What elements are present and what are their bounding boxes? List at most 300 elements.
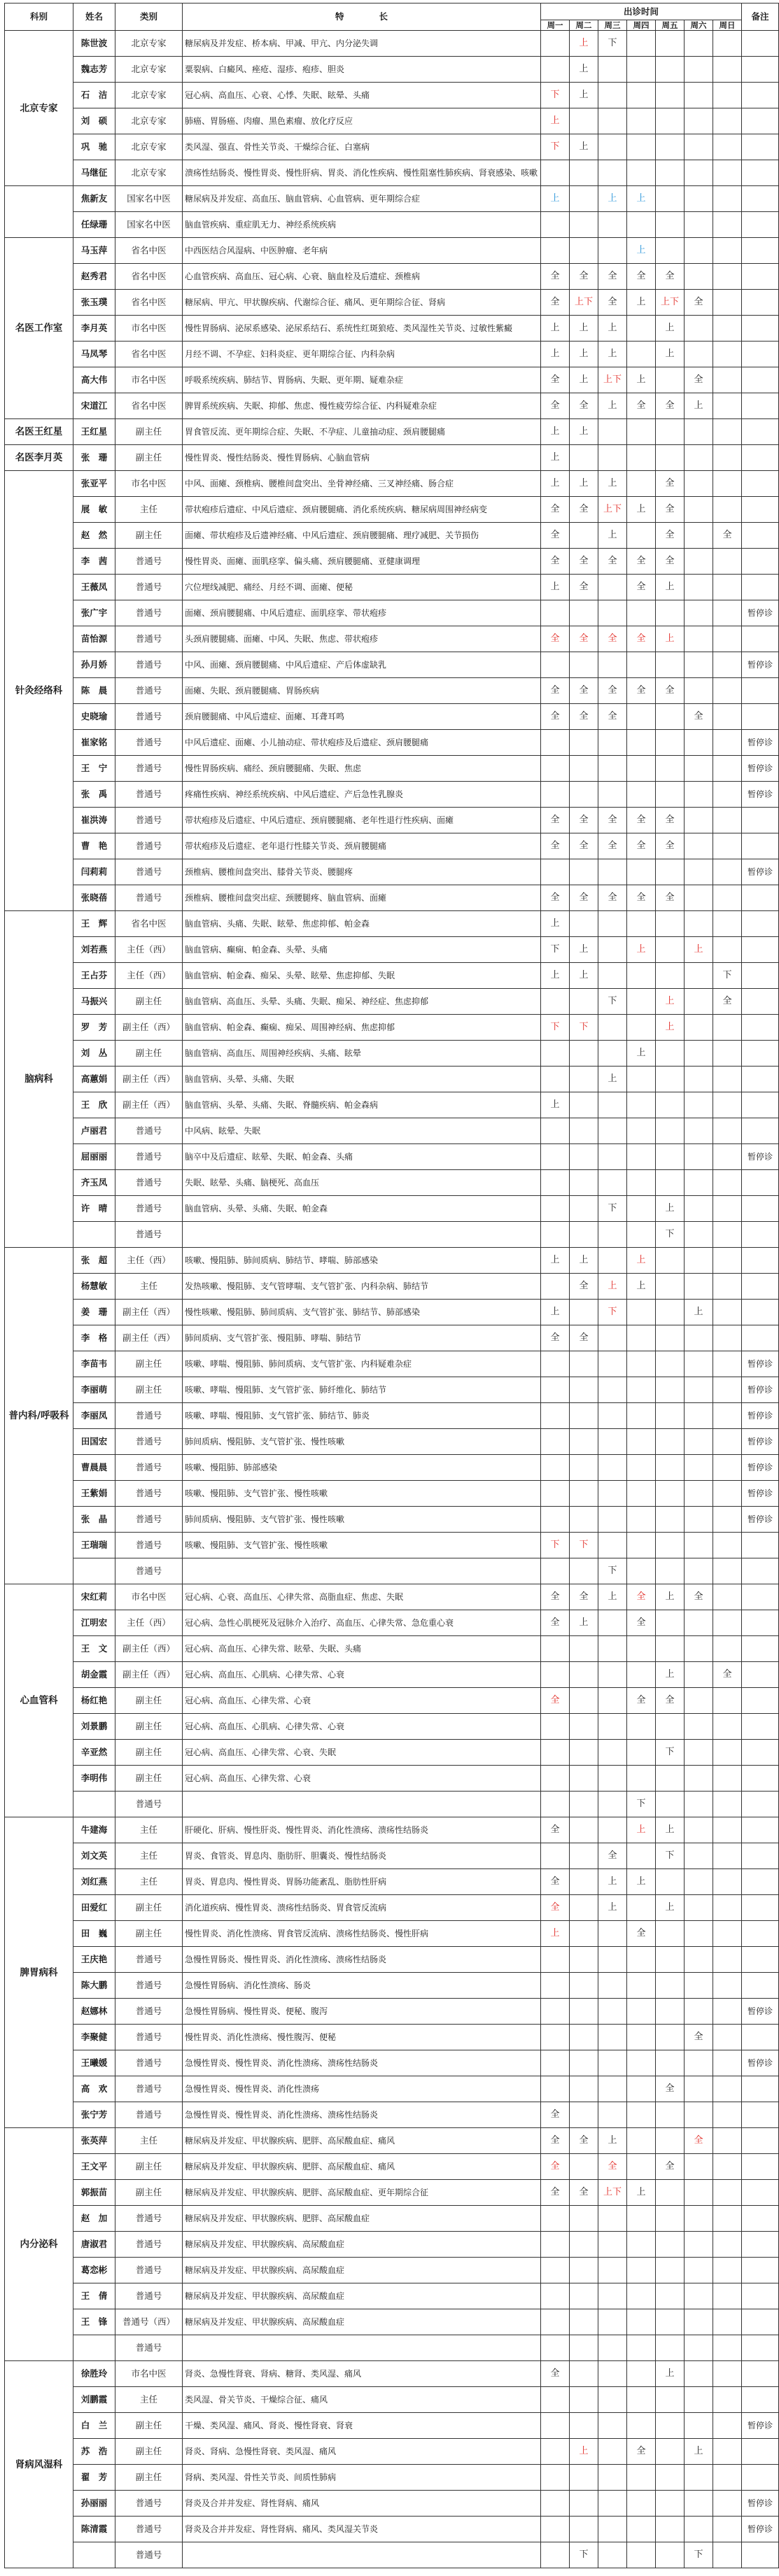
remark-cell: 暂停诊: [742, 1507, 779, 1533]
doctor-specialty: 肺间质病、慢阻肺、支气管扩张、慢性咳嗽: [183, 1507, 541, 1533]
doctor-category: 普通号: [115, 1533, 183, 1558]
remark-cell: [742, 1817, 779, 1843]
schedule-cell-day-3: [598, 2465, 627, 2491]
schedule-cell-day-2: [570, 1688, 598, 1714]
schedule-cell-day-7: [713, 549, 742, 575]
doctor-specialty: 慢性胃炎、面瘫、面肌痉挛、偏头痛、颈肩腰腿痛、亚健康调理: [183, 549, 541, 575]
doctor-name: 宋红莉: [73, 1584, 115, 1610]
schedule-cell-day-2: 全: [570, 885, 598, 911]
schedule-cell-day-4: [627, 1429, 656, 1455]
schedule-cell-day-3: [598, 2491, 627, 2517]
schedule-cell-day-4: [627, 1092, 656, 1118]
remark-cell: [742, 316, 779, 342]
schedule-cell-day-4: [627, 83, 656, 108]
schedule-cell-day-7: [713, 1714, 742, 1740]
schedule-cell-day-7: [713, 2102, 742, 2128]
schedule-cell-day-7: [713, 1403, 742, 1429]
doctor-specialty: 脑血管病、高血压、周围神经疾病、头痛、眩晕: [183, 1041, 541, 1067]
schedule-cell-day-6: [685, 238, 713, 264]
schedule-cell-day-3: [598, 2413, 627, 2439]
doctor-name: 徐胜玲: [73, 2361, 115, 2387]
remark-cell: [742, 2076, 779, 2102]
table-row: [5, 1973, 779, 1999]
schedule-cell-day-1: 上: [541, 963, 570, 989]
schedule-cell-day-5: [656, 1947, 685, 1973]
doctor-category: 主任（西）: [115, 937, 183, 963]
doctor-name: 姜 珊: [73, 1300, 115, 1325]
remark-cell: [742, 937, 779, 963]
schedule-cell-day-3: [598, 1041, 627, 1067]
doctor-category: 主任: [115, 1869, 183, 1895]
schedule-cell-day-1: [541, 1403, 570, 1429]
schedule-cell-day-7: [713, 2050, 742, 2076]
schedule-cell-day-3: [598, 2076, 627, 2102]
doctor-name: 田国宏: [73, 1429, 115, 1455]
schedule-cell-day-5: [656, 937, 685, 963]
schedule-cell-day-2: [570, 2361, 598, 2387]
remark-cell: [742, 445, 779, 471]
schedule-cell-day-7: [713, 1999, 742, 2025]
doctor-name: 田爱红: [73, 1895, 115, 1921]
doctor-name: [73, 1792, 115, 1817]
schedule-cell-day-6: [685, 1067, 713, 1092]
doctor-category: 普通号: [115, 2491, 183, 2517]
schedule-cell-day-3: [598, 1325, 627, 1351]
table-row: [5, 160, 779, 186]
remark-cell: [742, 1170, 779, 1196]
doctor-name: 王 锋: [73, 2309, 115, 2335]
schedule-cell-day-6: [685, 57, 713, 83]
schedule-cell-day-3: [598, 1248, 627, 1274]
table-row: [5, 937, 779, 963]
schedule-cell-day-6: [685, 1843, 713, 1869]
schedule-cell-day-5: [656, 445, 685, 471]
schedule-cell-day-6: [685, 833, 713, 859]
schedule-cell-day-1: 全: [541, 1584, 570, 1610]
schedule-cell-day-7: [713, 937, 742, 963]
schedule-cell-day-2: [570, 1377, 598, 1403]
schedule-cell-day-6: [685, 2335, 713, 2361]
schedule-cell-day-7: [713, 290, 742, 316]
doctor-category: 国家名中医: [115, 212, 183, 238]
doctor-specialty: [183, 1222, 541, 1248]
schedule-cell-day-7: [713, 1817, 742, 1843]
doctor-specialty: 类风湿、强直、骨性关节炎、干燥综合征、白塞病: [183, 134, 541, 160]
table-row: [5, 523, 779, 549]
remark-cell: 暂停诊: [742, 1429, 779, 1455]
schedule-cell-day-6: [685, 1973, 713, 1999]
table-row: [5, 31, 779, 57]
doctor-category: 普通号: [115, 1792, 183, 1817]
remark-cell: [742, 989, 779, 1015]
schedule-cell-day-1: [541, 1766, 570, 1792]
schedule-cell-day-6: [685, 808, 713, 833]
remark-cell: [742, 2128, 779, 2154]
schedule-cell-day-5: [656, 600, 685, 626]
schedule-cell-day-1: 下: [541, 83, 570, 108]
schedule-cell-day-6: 上: [685, 1300, 713, 1325]
table-row: [5, 1507, 779, 1533]
schedule-cell-day-5: 全: [656, 885, 685, 911]
dept-cell: 心血管科: [5, 1584, 73, 1817]
schedule-cell-day-2: 全: [570, 833, 598, 859]
table-row: [5, 626, 779, 652]
doctor-name: 王占芬: [73, 963, 115, 989]
doctor-category: 普通号: [115, 2517, 183, 2542]
schedule-cell-day-3: [598, 212, 627, 238]
doctor-specialty: 冠心病、高血压、心律失常、眩晕、失眠、头痛: [183, 1636, 541, 1662]
schedule-cell-day-6: [685, 1092, 713, 1118]
schedule-cell-day-3: 下: [598, 1196, 627, 1222]
doctor-category: 普通号: [115, 833, 183, 859]
doctor-name: 王 倩: [73, 2283, 115, 2309]
schedule-cell-day-3: [598, 1015, 627, 1041]
schedule-cell-day-7: [713, 782, 742, 808]
schedule-cell-day-2: [570, 2465, 598, 2491]
remark-cell: [742, 1558, 779, 1584]
schedule-cell-day-7: [713, 2542, 742, 2568]
schedule-cell-day-4: [627, 730, 656, 756]
schedule-cell-day-7: [713, 833, 742, 859]
schedule-cell-day-6: [685, 1947, 713, 1973]
doctor-specialty: 疼痛性疾病、神经系统疾病、中风后遗症、产后急性乳腺炎: [183, 782, 541, 808]
schedule-cell-day-7: [713, 264, 742, 290]
schedule-cell-day-7: [713, 238, 742, 264]
doctor-category: 副主任: [115, 1041, 183, 1067]
doctor-category: 普通号: [115, 549, 183, 575]
doctor-specialty: 面瘫、带状疱疹及后遗神经痛、中风后遗症、颈肩腰腿痛、理疗减肥、关节损伤: [183, 523, 541, 549]
table-row: [5, 2050, 779, 2076]
remark-cell: [742, 2335, 779, 2361]
schedule-cell-day-3: [598, 57, 627, 83]
schedule-cell-day-5: [656, 782, 685, 808]
schedule-cell-day-3: [598, 2542, 627, 2568]
doctor-category: 副主任: [115, 1351, 183, 1377]
schedule-cell-day-5: 上: [656, 1662, 685, 1688]
doctor-specialty: 中西医结合风湿病、中医肿瘤、老年病: [183, 238, 541, 264]
schedule-cell-day-5: [656, 2439, 685, 2465]
doctor-category: 主任: [115, 1817, 183, 1843]
doctor-specialty: 糖尿病及并发症、甲状腺疾病、高尿酸血症: [183, 2309, 541, 2335]
doctor-specialty: 发热咳嗽、慢阻肺、支气管哮喘、支气管扩张、内科杂病、肺结节: [183, 1274, 541, 1300]
schedule-cell-day-6: [685, 2413, 713, 2439]
schedule-cell-day-6: [685, 186, 713, 212]
schedule-cell-day-5: [656, 160, 685, 186]
doctor-name: 崔洪涛: [73, 808, 115, 833]
doctor-category: 北京专家: [115, 57, 183, 83]
schedule-cell-day-6: [685, 1144, 713, 1170]
schedule-cell-day-3: [598, 1507, 627, 1533]
schedule-cell-day-2: [570, 2232, 598, 2258]
schedule-cell-day-2: [570, 600, 598, 626]
table-row: [5, 1662, 779, 1688]
doctor-name: 王瑞瑞: [73, 1533, 115, 1558]
doctor-category: 副主任: [115, 989, 183, 1015]
doctor-specialty: 慢性咳嗽、慢阻肺、肺间质病、支气管扩张、肺结节、肺部感染: [183, 1300, 541, 1325]
schedule-cell-day-2: [570, 911, 598, 937]
table-row: [5, 2232, 779, 2258]
remark-cell: [742, 1041, 779, 1067]
schedule-cell-day-2: [570, 859, 598, 885]
schedule-cell-day-6: [685, 2180, 713, 2206]
schedule-cell-day-1: 上: [541, 186, 570, 212]
schedule-cell-day-2: [570, 1170, 598, 1196]
dept-cell: 针灸经络科: [5, 471, 73, 911]
table-row: [5, 471, 779, 497]
table-row: [5, 2206, 779, 2232]
table-row: [5, 2180, 779, 2206]
remark-cell: 暂停诊: [742, 2517, 779, 2542]
schedule-cell-day-6: [685, 1688, 713, 1714]
doctor-category: 国家名中医: [115, 186, 183, 212]
schedule-cell-day-1: 下: [541, 1015, 570, 1041]
schedule-cell-day-1: 全: [541, 393, 570, 419]
table-row: [5, 704, 779, 730]
doctor-category: 省名中医: [115, 264, 183, 290]
doctor-category: 普通号: [115, 2258, 183, 2283]
schedule-cell-day-1: 全: [541, 833, 570, 859]
doctor-name: 张玉璞: [73, 290, 115, 316]
doctor-name: 闫莉莉: [73, 859, 115, 885]
doctor-specialty: 颈椎病、腰椎间盘突出、膝骨关节炎、腰腿疼: [183, 859, 541, 885]
schedule-cell-day-2: [570, 1222, 598, 1248]
weekday-5: 周五: [656, 20, 685, 31]
table-row: [5, 497, 779, 523]
remark-cell: [742, 1067, 779, 1092]
schedule-cell-day-5: 上: [656, 342, 685, 367]
doctor-category: 市名中医: [115, 2361, 183, 2387]
schedule-cell-day-6: [685, 782, 713, 808]
schedule-cell-day-3: [598, 2309, 627, 2335]
schedule-cell-day-3: [598, 1429, 627, 1455]
schedule-cell-day-1: [541, 1481, 570, 1507]
doctor-specialty: 脑血管病、帕金森、痴呆、头晕、眩晕、焦虑抑郁、失眠: [183, 963, 541, 989]
schedule-cell-day-2: [570, 652, 598, 678]
schedule-cell-day-5: 上: [656, 989, 685, 1015]
remark-cell: [742, 1973, 779, 1999]
schedule-cell-day-7: [713, 316, 742, 342]
schedule-cell-day-6: [685, 885, 713, 911]
schedule-cell-day-4: 全: [627, 549, 656, 575]
remark-cell: [742, 2387, 779, 2413]
schedule-cell-day-6: [685, 1533, 713, 1558]
schedule-cell-day-5: 上: [656, 1015, 685, 1041]
schedule-cell-day-4: 上: [627, 1274, 656, 1300]
doctor-category: 市名中医: [115, 367, 183, 393]
schedule-cell-day-7: [713, 108, 742, 134]
table-row: [5, 290, 779, 316]
schedule-cell-day-2: [570, 1766, 598, 1792]
schedule-cell-day-3: [598, 2517, 627, 2542]
schedule-cell-day-3: [598, 1662, 627, 1688]
schedule-cell-day-3: 上下: [598, 2180, 627, 2206]
doctor-name: 李明伟: [73, 1766, 115, 1792]
schedule-cell-day-6: [685, 2465, 713, 2491]
schedule-cell-day-5: [656, 1170, 685, 1196]
schedule-cell-day-3: [598, 2102, 627, 2128]
table-row: [5, 1248, 779, 1274]
schedule-cell-day-5: [656, 1869, 685, 1895]
schedule-cell-day-7: [713, 885, 742, 911]
table-row: [5, 1999, 779, 2025]
schedule-cell-day-4: [627, 2050, 656, 2076]
schedule-cell-day-5: 全: [656, 1688, 685, 1714]
doctor-category: 普通号: [115, 1999, 183, 2025]
schedule-cell-day-4: [627, 471, 656, 497]
dept-cell: 脑病科: [5, 911, 73, 1248]
table-row: [5, 2387, 779, 2413]
schedule-cell-day-1: 下: [541, 1533, 570, 1558]
doctor-name: 任绿珊: [73, 212, 115, 238]
schedule-cell-day-1: [541, 2517, 570, 2542]
remark-cell: [742, 575, 779, 600]
schedule-cell-day-7: [713, 31, 742, 57]
doctor-specialty: 胃食管反流、更年期综合症、失眠、不孕症、儿童抽动症、颈肩腰腿痛: [183, 419, 541, 445]
schedule-cell-day-5: 下: [656, 1740, 685, 1766]
schedule-cell-day-5: [656, 2128, 685, 2154]
remark-cell: 暂停诊: [742, 1999, 779, 2025]
schedule-cell-day-7: [713, 1377, 742, 1403]
remark-cell: 暂停诊: [742, 2491, 779, 2517]
schedule-cell-day-2: [570, 1144, 598, 1170]
schedule-cell-day-1: 全: [541, 1610, 570, 1636]
schedule-cell-day-2: [570, 445, 598, 471]
schedule-cell-day-3: 上: [598, 342, 627, 367]
remark-cell: [742, 2232, 779, 2258]
schedule-cell-day-6: [685, 342, 713, 367]
schedule-cell-day-5: 全: [656, 471, 685, 497]
doctor-name: 高大伟: [73, 367, 115, 393]
schedule-cell-day-4: [627, 212, 656, 238]
remark-cell: [742, 1636, 779, 1662]
schedule-cell-day-1: [541, 1636, 570, 1662]
schedule-cell-day-1: 全: [541, 1817, 570, 1843]
schedule-cell-day-1: 上: [541, 445, 570, 471]
doctor-name: 刘景鹏: [73, 1714, 115, 1740]
table-row: [5, 549, 779, 575]
doctor-specialty: 冠心病、心衰、高血压、心律失常、高脂血症、焦虑、失眠: [183, 1584, 541, 1610]
schedule-cell-day-7: [713, 911, 742, 937]
remark-cell: [742, 1766, 779, 1792]
doctor-specialty: 脑血管病、头晕、头痛、失眠: [183, 1067, 541, 1092]
doctor-name: 李丽凤: [73, 1403, 115, 1429]
schedule-cell-day-7: [713, 600, 742, 626]
remark-cell: 暂停诊: [742, 1377, 779, 1403]
schedule-cell-day-4: [627, 1455, 656, 1481]
remark-cell: [742, 704, 779, 730]
schedule-cell-day-5: [656, 2309, 685, 2335]
header-specialty: 特 长: [183, 3, 541, 31]
schedule-cell-day-2: [570, 1843, 598, 1869]
schedule-cell-day-5: 全: [656, 678, 685, 704]
schedule-cell-day-4: [627, 2206, 656, 2232]
doctor-specialty: 脑血管病、头晕、头痛、失眠、脊髓疾病、帕金森病: [183, 1092, 541, 1118]
doctor-specialty: 颈肩腰腿痛、中风后遗症、面瘫、耳聋耳鸣: [183, 704, 541, 730]
schedule-cell-day-2: 上: [570, 367, 598, 393]
schedule-cell-day-7: [713, 1895, 742, 1921]
doctor-category: 普通号: [115, 1403, 183, 1429]
doctor-category: 市名中医: [115, 471, 183, 497]
schedule-cell-day-1: 全: [541, 523, 570, 549]
schedule-cell-day-7: 下: [713, 963, 742, 989]
doctor-name: 白 兰: [73, 2413, 115, 2439]
schedule-cell-day-2: [570, 238, 598, 264]
schedule-cell-day-2: [570, 108, 598, 134]
schedule-cell-day-4: [627, 108, 656, 134]
doctor-specialty: 咳嗽、哮喘、慢阻肺、肺间质病、支气管扩张、内科疑难杂症: [183, 1351, 541, 1377]
schedule-cell-day-2: [570, 1740, 598, 1766]
schedule-cell-day-5: [656, 652, 685, 678]
schedule-cell-day-1: 全: [541, 2154, 570, 2180]
schedule-cell-day-1: [541, 2387, 570, 2413]
doctor-specialty: [183, 1558, 541, 1584]
schedule-cell-day-6: [685, 1248, 713, 1274]
schedule-cell-day-6: [685, 134, 713, 160]
table-row: [5, 264, 779, 290]
schedule-cell-day-2: 全: [570, 808, 598, 833]
remark-cell: [742, 885, 779, 911]
doctor-name: 郭振苗: [73, 2180, 115, 2206]
schedule-cell-day-2: 全: [570, 1274, 598, 1300]
doctor-name: 刘鹏霞: [73, 2387, 115, 2413]
schedule-cell-day-4: [627, 31, 656, 57]
schedule-cell-day-4: 上: [627, 1248, 656, 1274]
schedule-cell-day-1: 上: [541, 575, 570, 600]
doctor-specialty: 慢性胃炎、慢性结肠炎、慢性胃肠病、心脑血管病: [183, 445, 541, 471]
schedule-cell-day-5: [656, 2050, 685, 2076]
schedule-cell-day-4: [627, 600, 656, 626]
doctor-name: 巩 驰: [73, 134, 115, 160]
schedule-cell-day-3: 下: [598, 989, 627, 1015]
schedule-cell-day-5: [656, 1118, 685, 1144]
schedule-cell-day-6: [685, 1222, 713, 1248]
table-row: [5, 2283, 779, 2309]
schedule-cell-day-4: [627, 1714, 656, 1740]
schedule-cell-day-7: [713, 2258, 742, 2283]
schedule-cell-day-4: [627, 963, 656, 989]
doctor-category: 普通号: [115, 730, 183, 756]
table-row: [5, 1714, 779, 1740]
schedule-cell-day-1: [541, 2465, 570, 2491]
schedule-cell-day-6: [685, 575, 713, 600]
schedule-cell-day-6: [685, 600, 713, 626]
doctor-category: 副主任: [115, 1688, 183, 1714]
schedule-cell-day-4: 全: [627, 885, 656, 911]
schedule-cell-day-2: [570, 1507, 598, 1533]
schedule-cell-day-2: [570, 2076, 598, 2102]
schedule-cell-day-2: 全: [570, 1584, 598, 1610]
header-name: 姓名: [73, 3, 115, 31]
schedule-cell-day-1: 全: [541, 1325, 570, 1351]
schedule-cell-day-5: [656, 1274, 685, 1300]
schedule-cell-day-3: [598, 1170, 627, 1196]
schedule-cell-day-4: [627, 1740, 656, 1766]
schedule-cell-day-3: [598, 859, 627, 885]
doctor-specialty: 脑卒中及后遗症、眩晕、失眠、帕金森、头痛: [183, 1144, 541, 1170]
schedule-cell-day-4: [627, 2542, 656, 2568]
schedule-cell-day-7: [713, 2517, 742, 2542]
remark-cell: [742, 2154, 779, 2180]
schedule-cell-day-7: [713, 1300, 742, 1325]
schedule-cell-day-5: [656, 2387, 685, 2413]
schedule-cell-day-3: [598, 2206, 627, 2232]
schedule-cell-day-6: [685, 1507, 713, 1533]
schedule-cell-day-2: [570, 2309, 598, 2335]
schedule-cell-day-7: [713, 1196, 742, 1222]
schedule-cell-day-1: [541, 1170, 570, 1196]
schedule-cell-day-4: 上: [627, 238, 656, 264]
remark-cell: [742, 212, 779, 238]
